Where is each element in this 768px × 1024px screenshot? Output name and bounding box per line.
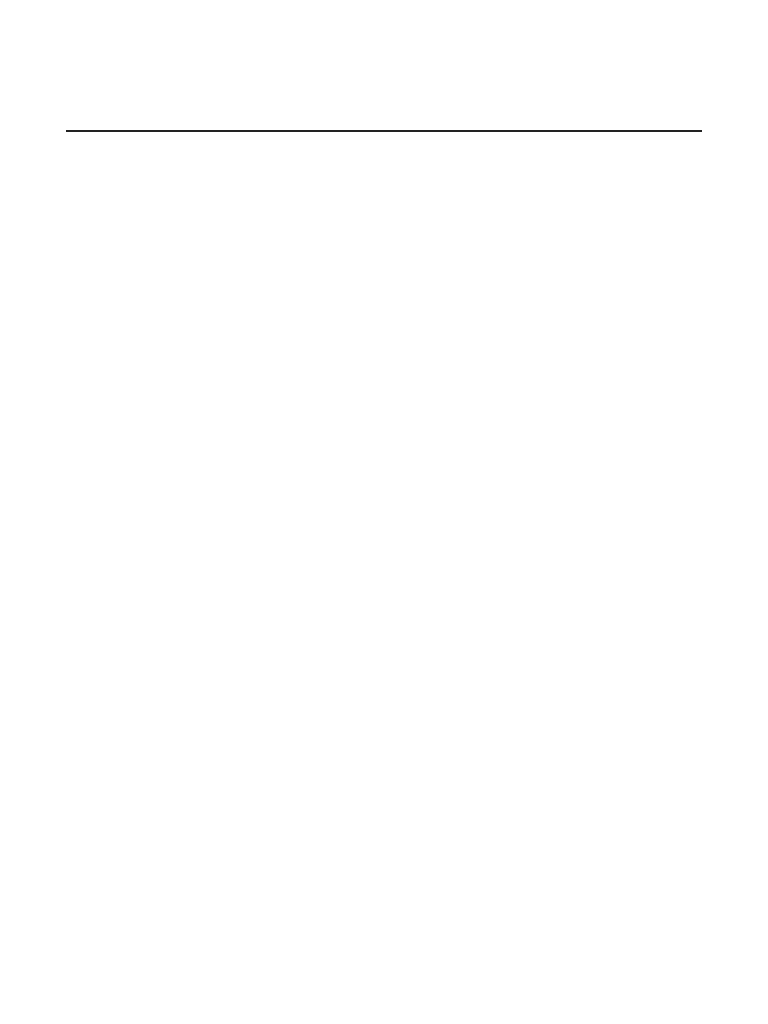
header-rule — [66, 130, 702, 132]
